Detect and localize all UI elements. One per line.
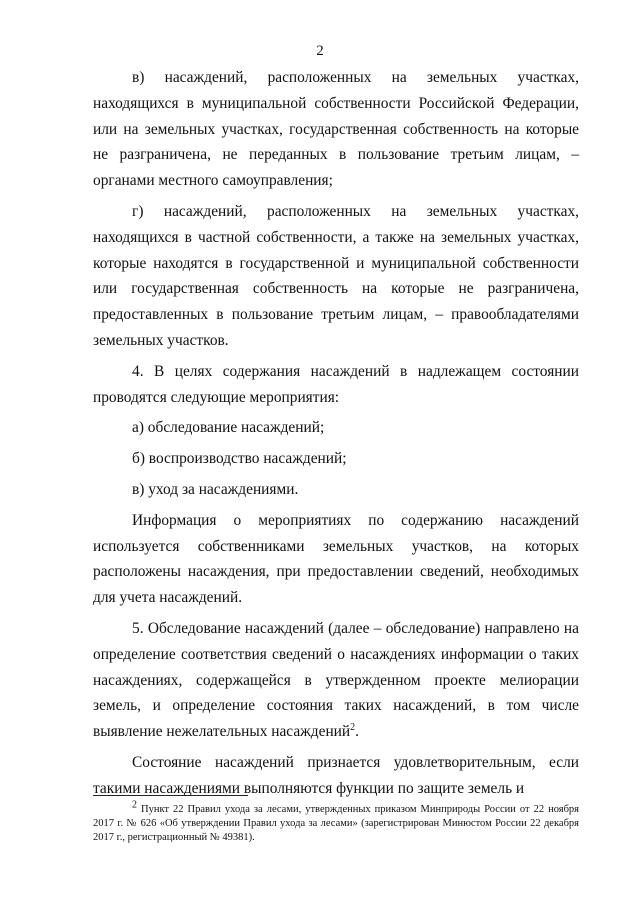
paragraph-information: Информация о мероприятиях по содержанию насаждений используется собственниками земельных участков, на которых расположены насаждения, при предоставлении сведений, необходимых для учета насаждений. bbox=[93, 511, 579, 607]
footnote-number: 2 bbox=[132, 799, 137, 811]
footnote-text: Пункт 22 Правил ухода за лесами, утвержденных приказом Минприроды России от 22 ноября 2017 г. № 626 «Об утверждении Правил ухода за лесами» (зарегистрирован Минюстом России 22 декабря 2017 г., регистрационный № 49381). bbox=[93, 804, 580, 843]
paragraph-condition: Состояние насаждений признается удовлетворительным, если такими насаждениями выполняются функции по защите земель и bbox=[93, 753, 579, 797]
footnote-reference: 2 bbox=[350, 722, 356, 733]
paragraph-v: в) насаждений, расположенных на земельных участках, находящихся в муниципальной собственности Российской Федерации, или на земельных участках, государственная собственность на которые не разграничена, не переданных в пользование третьим лицам, – органами местного самоуправления; bbox=[93, 69, 579, 190]
paragraph-5 bbox=[93, 616, 579, 745]
paragraph-g: г) насаждений, расположенных на земельных участках, находящихся в частной собственности, а также на земельных участках, которые находятся в государственной и муниципальной собственности или государственная собственность на которые не разграничена, предоставленных в пользование третьим лицам, – правообладателями земельных участков. bbox=[93, 202, 579, 349]
footnote bbox=[93, 799, 580, 845]
list-item-v: в) уход за насаждениями. bbox=[132, 480, 299, 498]
paragraph-5-text: 5. Обследование насаждений (далее – обследование) направлено на определение соответствия сведений о насаждениях информации о таких насаждениях, содержащейся в утвержденном проекте мелиорации земель, и определение состояния таких насаждений, в том числе выявление нежелательных насаждений bbox=[93, 619, 579, 741]
footnote-separator bbox=[93, 795, 248, 796]
document-body bbox=[93, 65, 579, 802]
paragraph-5-end: . bbox=[355, 723, 360, 741]
list-item-b: б) воспроизводство насаждений; bbox=[132, 450, 347, 468]
paragraph-4: 4. В целях содержания насаждений в надлежащем состоянии проводятся следующие мероприятия: bbox=[93, 362, 579, 406]
list-item-a: а) обследование насаждений; bbox=[132, 419, 325, 437]
page-number: 2 bbox=[316, 43, 324, 59]
